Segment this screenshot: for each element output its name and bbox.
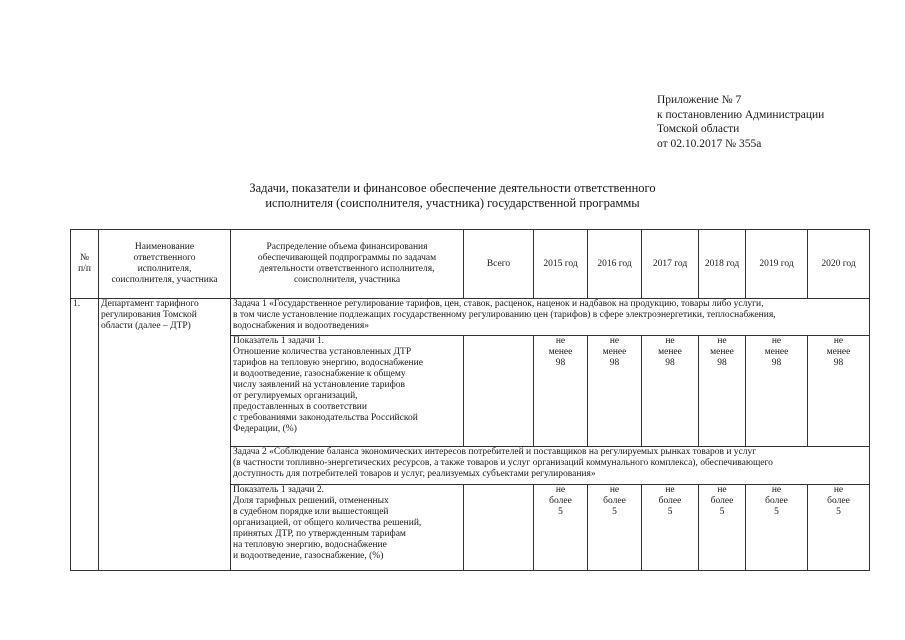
header-year: 2020 год [808, 230, 870, 299]
indicator-value: не менее 98 [808, 336, 870, 447]
row-number: 1. [71, 299, 99, 571]
header-total: Всего [464, 230, 534, 299]
executor-name: Департамент тарифного регулирования Томской области (далее – ДТР) [99, 299, 231, 571]
header-year: 2018 год [699, 230, 746, 299]
indicator-value: не более 5 [642, 485, 699, 571]
header-year: 2015 год [534, 230, 588, 299]
indicator-value: не менее 98 [534, 336, 588, 447]
indicator-total [464, 336, 534, 447]
indicator-1: Показатель 1 задачи 1. Отношение количества установленных ДТР тарифов на тепловую энергию, водоснабжение и водоотведение, газоснабжение к общему числу заявлений на установление тарифов от регулируемых организаций, предоставленных в соответствии с требованиями законодательства Российской Федерации, (%) [231, 336, 464, 447]
indicator-value: не менее 98 [642, 336, 699, 447]
appendix-line: Томской области [657, 123, 740, 135]
header-executor: Наименование ответственного исполнителя, соисполнителя, участника [99, 230, 231, 299]
appendix-block [657, 93, 824, 151]
indicator-value: не более 5 [808, 485, 870, 571]
indicator-2: Показатель 1 задачи 2. Доля тарифных решений, отмененных в судебном порядке или вышестоящей организацией, от общего количества решений, принятых ДТР, по утвержденным тарифам на тепловую энергию, водоснабжение и водоотведение, газоснабжение, (%) [231, 485, 464, 571]
header-num: № п/п [71, 230, 99, 299]
table-row [71, 299, 870, 336]
indicator-value: не более 5 [746, 485, 808, 571]
appendix-line: Приложение № 7 [657, 94, 742, 106]
indicator-value: не более 5 [534, 485, 588, 571]
indicator-value: не более 5 [699, 485, 746, 571]
task-1: Задача 1 «Государственное регулирование тарифов, цен, ставок, расценок, наценок и надбавок на продукцию, товары либо услуги, в том числе установление подлежащих государственному регулированию цен (тарифов) в сфере электроэнергетики, теплоснабжения, водоснабжения и водоотведения» [231, 299, 870, 336]
document-title [0, 181, 905, 211]
header-year: 2016 год [588, 230, 642, 299]
title-line: исполнителя (соисполнителя, участника) государственной программы [265, 196, 640, 210]
indicator-value: не менее 98 [588, 336, 642, 447]
header-year: 2019 год [746, 230, 808, 299]
indicator-total [464, 485, 534, 571]
indicator-value: не более 5 [588, 485, 642, 571]
indicator-value: не менее 98 [699, 336, 746, 447]
appendix-line: от 02.10.2017 № 355а [657, 137, 762, 150]
tasks-table [70, 229, 870, 571]
header-year: 2017 год [642, 230, 699, 299]
header-distribution: Распределение объема финансирования обеспечивающей подпрограммы по задачам деятельности ответственного исполнителя, соисполнителя, участника [231, 230, 464, 299]
table-header-row [71, 230, 870, 299]
title-line: Задачи, показатели и финансовое обеспечение деятельности ответственного [249, 181, 656, 195]
indicator-value: не менее 98 [746, 336, 808, 447]
task-2: Задача 2 «Соблюдение баланса экономических интересов потребителей и поставщиков на регулируемых рынках товаров и услуг (в частности топливно-энергетических ресурсов, а также товаров и услуг организаций коммунального комплекса), обеспечивающего доступность для потребителей товаров и услуг, реализуемых субъектами регулирования» [231, 447, 870, 485]
appendix-line: к постановлению Администрации [657, 108, 825, 121]
